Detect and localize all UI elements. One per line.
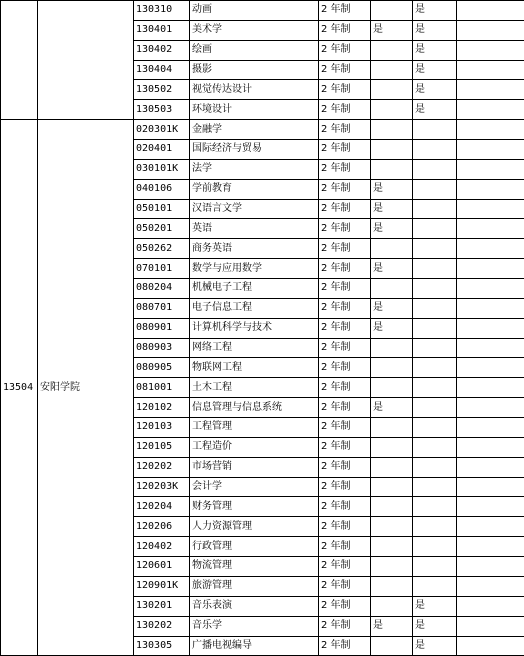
flag-a-cell	[371, 120, 413, 140]
duration-cell: 2 年制	[319, 20, 371, 40]
major-code-cell: 020401	[134, 140, 190, 160]
duration-cell: 2 年制	[319, 378, 371, 398]
flag-b-cell: 是	[413, 1, 457, 21]
major-code-cell: 130310	[134, 1, 190, 21]
duration-cell: 2 年制	[319, 596, 371, 616]
major-name-cell: 广播电视编导	[190, 636, 319, 656]
duration-cell: 2 年制	[319, 60, 371, 80]
duration-cell: 2 年制	[319, 179, 371, 199]
flag-a-cell: 是	[371, 398, 413, 418]
flag-b-cell: 是	[413, 20, 457, 40]
flag-a-cell	[371, 517, 413, 537]
major-code-cell: 130202	[134, 616, 190, 636]
institution-name-cell	[38, 1, 134, 120]
major-name-cell: 市场营销	[190, 457, 319, 477]
table-row	[1, 120, 524, 140]
flag-b-cell	[413, 398, 457, 418]
duration-cell: 2 年制	[319, 279, 371, 299]
major-code-cell: 080204	[134, 279, 190, 299]
empty-cell	[457, 20, 524, 40]
flag-b-cell: 是	[413, 596, 457, 616]
major-name-cell: 机械电子工程	[190, 279, 319, 299]
flag-b-cell	[413, 418, 457, 438]
flag-b-cell: 是	[413, 40, 457, 60]
flag-b-cell	[413, 318, 457, 338]
flag-b-cell: 是	[413, 60, 457, 80]
major-name-cell: 音乐表演	[190, 596, 319, 616]
major-code-cell: 130404	[134, 60, 190, 80]
major-code-cell: 020301K	[134, 120, 190, 140]
flag-b-cell	[413, 378, 457, 398]
major-code-cell: 130305	[134, 636, 190, 656]
flag-a-cell	[371, 140, 413, 160]
flag-b-cell	[413, 298, 457, 318]
flag-b-cell: 是	[413, 636, 457, 656]
flag-b-cell	[413, 358, 457, 378]
table-body	[1, 1, 524, 656]
major-code-cell: 080903	[134, 338, 190, 358]
empty-cell	[457, 418, 524, 438]
empty-cell	[457, 120, 524, 140]
duration-cell: 2 年制	[319, 398, 371, 418]
flag-b-cell: 是	[413, 80, 457, 100]
empty-cell	[457, 259, 524, 279]
flag-a-cell	[371, 477, 413, 497]
major-code-cell: 050262	[134, 239, 190, 259]
flag-a-cell	[371, 576, 413, 596]
flag-b-cell	[413, 576, 457, 596]
empty-cell	[457, 239, 524, 259]
major-name-cell: 学前教育	[190, 179, 319, 199]
empty-cell	[457, 497, 524, 517]
major-code-cell: 081001	[134, 378, 190, 398]
flag-a-cell: 是	[371, 259, 413, 279]
major-name-cell: 人力资源管理	[190, 517, 319, 537]
flag-a-cell	[371, 338, 413, 358]
flag-b-cell	[413, 199, 457, 219]
major-name-cell: 物流管理	[190, 557, 319, 577]
major-code-cell: 130503	[134, 100, 190, 120]
flag-b-cell: 是	[413, 100, 457, 120]
flag-b-cell	[413, 239, 457, 259]
duration-cell: 2 年制	[319, 418, 371, 438]
empty-cell	[457, 279, 524, 299]
flag-a-cell	[371, 1, 413, 21]
major-name-cell: 绘画	[190, 40, 319, 60]
empty-cell	[457, 378, 524, 398]
major-name-cell: 网络工程	[190, 338, 319, 358]
flag-a-cell	[371, 100, 413, 120]
major-code-cell: 120203K	[134, 477, 190, 497]
empty-cell	[457, 199, 524, 219]
flag-b-cell	[413, 219, 457, 239]
major-name-cell: 金融学	[190, 120, 319, 140]
duration-cell: 2 年制	[319, 537, 371, 557]
duration-cell: 2 年制	[319, 576, 371, 596]
flag-a-cell	[371, 596, 413, 616]
flag-a-cell: 是	[371, 199, 413, 219]
major-code-cell: 040106	[134, 179, 190, 199]
duration-cell: 2 年制	[319, 298, 371, 318]
flag-a-cell	[371, 537, 413, 557]
duration-cell: 2 年制	[319, 497, 371, 517]
flag-a-cell: 是	[371, 219, 413, 239]
table-row	[1, 1, 524, 21]
major-code-cell: 120601	[134, 557, 190, 577]
empty-cell	[457, 616, 524, 636]
duration-cell: 2 年制	[319, 616, 371, 636]
duration-cell: 2 年制	[319, 636, 371, 656]
flag-a-cell	[371, 40, 413, 60]
major-code-cell: 130502	[134, 80, 190, 100]
duration-cell: 2 年制	[319, 199, 371, 219]
major-code-cell: 080701	[134, 298, 190, 318]
duration-cell: 2 年制	[319, 219, 371, 239]
major-name-cell: 工程管理	[190, 418, 319, 438]
major-name-cell: 法学	[190, 159, 319, 179]
empty-cell	[457, 338, 524, 358]
empty-cell	[457, 437, 524, 457]
flag-b-cell	[413, 159, 457, 179]
duration-cell: 2 年制	[319, 140, 371, 160]
major-name-cell: 动画	[190, 1, 319, 21]
institution-code-cell	[1, 1, 38, 120]
major-code-cell: 050201	[134, 219, 190, 239]
flag-a-cell: 是	[371, 298, 413, 318]
flag-a-cell	[371, 418, 413, 438]
major-name-cell: 电子信息工程	[190, 298, 319, 318]
major-name-cell: 商务英语	[190, 239, 319, 259]
flag-a-cell	[371, 60, 413, 80]
institution-code-cell: 13504	[1, 120, 38, 656]
major-name-cell: 摄影	[190, 60, 319, 80]
duration-cell: 2 年制	[319, 259, 371, 279]
flag-a-cell	[371, 497, 413, 517]
empty-cell	[457, 80, 524, 100]
major-code-cell: 120105	[134, 437, 190, 457]
flag-a-cell	[371, 159, 413, 179]
major-name-cell: 物联网工程	[190, 358, 319, 378]
major-name-cell: 旅游管理	[190, 576, 319, 596]
empty-cell	[457, 298, 524, 318]
empty-cell	[457, 517, 524, 537]
major-code-cell: 120103	[134, 418, 190, 438]
flag-a-cell	[371, 279, 413, 299]
major-code-cell: 080905	[134, 358, 190, 378]
flag-b-cell	[413, 477, 457, 497]
duration-cell: 2 年制	[319, 457, 371, 477]
flag-a-cell: 是	[371, 20, 413, 40]
duration-cell: 2 年制	[319, 159, 371, 179]
flag-b-cell	[413, 338, 457, 358]
duration-cell: 2 年制	[319, 437, 371, 457]
major-name-cell: 计算机科学与技术	[190, 318, 319, 338]
flag-a-cell	[371, 457, 413, 477]
flag-a-cell	[371, 557, 413, 577]
major-name-cell: 工程造价	[190, 437, 319, 457]
major-name-cell: 数学与应用数学	[190, 259, 319, 279]
major-name-cell: 行政管理	[190, 537, 319, 557]
empty-cell	[457, 318, 524, 338]
flag-b-cell	[413, 517, 457, 537]
empty-cell	[457, 179, 524, 199]
major-code-cell: 120402	[134, 537, 190, 557]
flag-b-cell: 是	[413, 616, 457, 636]
empty-cell	[457, 60, 524, 80]
duration-cell: 2 年制	[319, 358, 371, 378]
flag-b-cell	[413, 537, 457, 557]
duration-cell: 2 年制	[319, 557, 371, 577]
empty-cell	[457, 557, 524, 577]
major-code-cell: 120206	[134, 517, 190, 537]
flag-b-cell	[413, 279, 457, 299]
major-code-cell: 070101	[134, 259, 190, 279]
major-name-cell: 财务管理	[190, 497, 319, 517]
empty-cell	[457, 398, 524, 418]
flag-a-cell	[371, 437, 413, 457]
flag-a-cell	[371, 239, 413, 259]
empty-cell	[457, 457, 524, 477]
flag-a-cell	[371, 80, 413, 100]
flag-b-cell	[413, 120, 457, 140]
flag-a-cell	[371, 358, 413, 378]
flag-b-cell	[413, 179, 457, 199]
flag-a-cell	[371, 378, 413, 398]
major-name-cell: 视觉传达设计	[190, 80, 319, 100]
major-name-cell: 英语	[190, 219, 319, 239]
major-code-cell: 130201	[134, 596, 190, 616]
empty-cell	[457, 40, 524, 60]
duration-cell: 2 年制	[319, 338, 371, 358]
duration-cell: 2 年制	[319, 239, 371, 259]
duration-cell: 2 年制	[319, 318, 371, 338]
major-name-cell: 音乐学	[190, 616, 319, 636]
major-code-cell: 130402	[134, 40, 190, 60]
major-name-cell: 土木工程	[190, 378, 319, 398]
major-name-cell: 美术学	[190, 20, 319, 40]
duration-cell: 2 年制	[319, 40, 371, 60]
major-code-cell: 120102	[134, 398, 190, 418]
major-code-cell: 130401	[134, 20, 190, 40]
empty-cell	[457, 1, 524, 21]
empty-cell	[457, 537, 524, 557]
flag-a-cell: 是	[371, 616, 413, 636]
empty-cell	[457, 159, 524, 179]
flag-b-cell	[413, 437, 457, 457]
major-name-cell: 会计学	[190, 477, 319, 497]
duration-cell: 2 年制	[319, 477, 371, 497]
major-code-cell: 030101K	[134, 159, 190, 179]
major-name-cell: 国际经济与贸易	[190, 140, 319, 160]
major-name-cell: 信息管理与信息系统	[190, 398, 319, 418]
empty-cell	[457, 100, 524, 120]
flag-b-cell	[413, 557, 457, 577]
duration-cell: 2 年制	[319, 120, 371, 140]
major-code-cell: 080901	[134, 318, 190, 338]
major-code-cell: 120204	[134, 497, 190, 517]
empty-cell	[457, 576, 524, 596]
flag-b-cell	[413, 457, 457, 477]
duration-cell: 2 年制	[319, 517, 371, 537]
major-code-cell: 050101	[134, 199, 190, 219]
flag-a-cell: 是	[371, 179, 413, 199]
institution-name-cell: 安阳学院	[38, 120, 134, 656]
flag-b-cell	[413, 140, 457, 160]
major-code-cell: 120202	[134, 457, 190, 477]
duration-cell: 2 年制	[319, 100, 371, 120]
duration-cell: 2 年制	[319, 1, 371, 21]
major-code-cell: 120901K	[134, 576, 190, 596]
flag-b-cell	[413, 259, 457, 279]
major-name-cell: 汉语言文学	[190, 199, 319, 219]
duration-cell: 2 年制	[319, 80, 371, 100]
empty-cell	[457, 358, 524, 378]
major-name-cell: 环境设计	[190, 100, 319, 120]
flag-b-cell	[413, 497, 457, 517]
empty-cell	[457, 140, 524, 160]
empty-cell	[457, 219, 524, 239]
empty-cell	[457, 596, 524, 616]
flag-a-cell: 是	[371, 318, 413, 338]
empty-cell	[457, 477, 524, 497]
